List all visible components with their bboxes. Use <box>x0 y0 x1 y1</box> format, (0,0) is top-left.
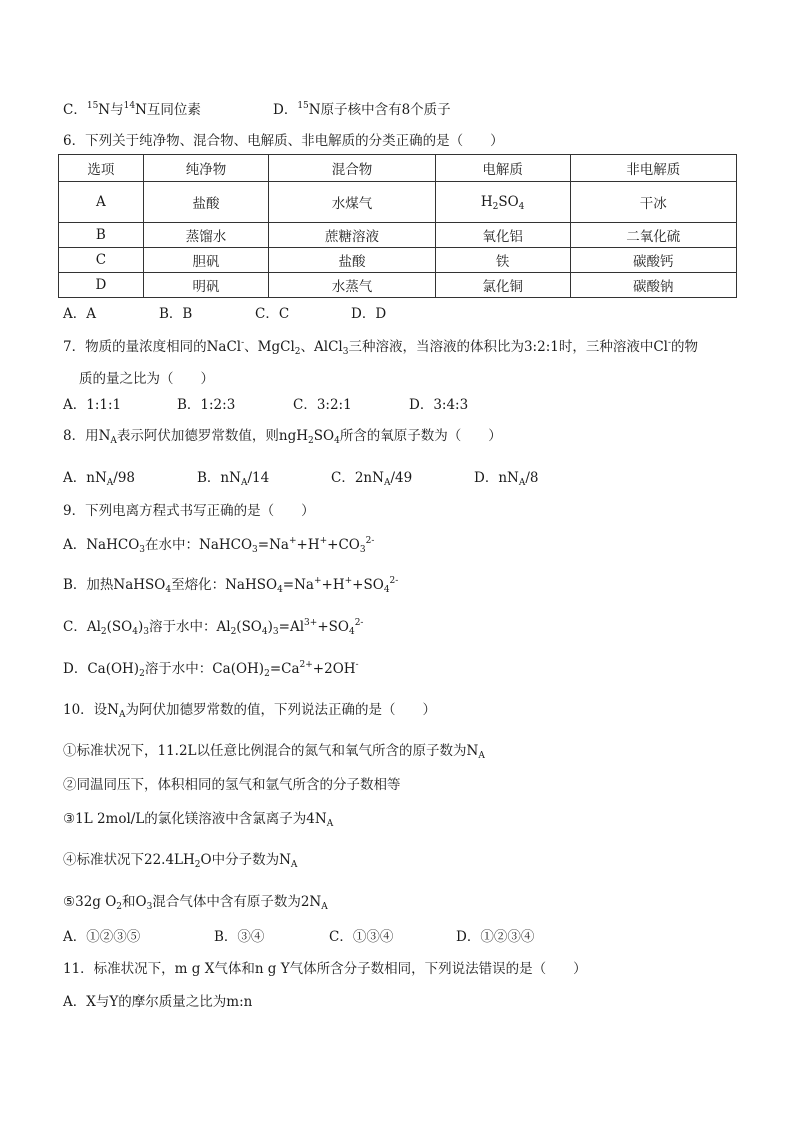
classification-table <box>58 154 737 298</box>
table-header-row <box>59 155 737 182</box>
q10-statement-2: ②同温同压下，体积相同的氢气和氩气所含的分子数相等 <box>63 777 401 793</box>
q6-answer-b[interactable]: B．B <box>159 306 193 322</box>
table-header-cell: 纯净物 <box>143 155 269 182</box>
table-cell: 二氧化硫 <box>570 223 736 248</box>
table-cell: 盐酸 <box>143 182 269 223</box>
q8-answers <box>63 469 538 487</box>
q5-options <box>63 101 451 119</box>
table-cell: 胆矾 <box>143 248 269 273</box>
q11-stem: 11．标准状况下，m g X气体和n g Y气体所含分子数相同，下列说法错误的是（ ） <box>63 961 587 977</box>
q6-answer-d[interactable]: D．D <box>351 306 387 322</box>
q5-option-d: D．$^{15}$N原子核中含有8个质子 <box>273 101 451 118</box>
q8-answer-a[interactable]: A．$nN_A/98$ <box>63 470 135 488</box>
q7-stem-line2: 质的量之比为（ ） <box>79 371 214 387</box>
q8-stem: 8．用$N_A$表示阿伏加德罗常数值，则$ngH_2SO_4$所含的氧原子数为（ ） <box>63 428 502 446</box>
table-cell: 氧化铝 <box>435 223 570 248</box>
q10-answer-c[interactable]: C．①③④ <box>329 929 394 945</box>
table-cell: 氯化铜 <box>435 273 570 298</box>
table-cell: 蒸馏水 <box>143 223 269 248</box>
q10-statement-4: ④标准状况下$22.4LH_2O$中分子数为$N_A$ <box>63 852 298 870</box>
table-cell: 铁 <box>435 248 570 273</box>
q10-answer-a[interactable]: A．①②③⑤ <box>63 929 141 945</box>
table-row <box>59 273 737 298</box>
q9-option-d[interactable]: D．$Ca(OH)_2$溶于水中：$Ca(OH)_2=Ca^{2+}+2OH^-$ <box>63 660 359 679</box>
q7-answer-a[interactable]: A．1:1:1 <box>63 397 122 413</box>
table-row <box>59 182 737 223</box>
table-header-cell: 非电解质 <box>570 155 736 182</box>
q6-answers <box>63 305 386 323</box>
q10-statement-1: ①标准状况下，11.2L以任意比例混合的氮气和氧气所含的原子数为$N_A$ <box>63 743 485 761</box>
table-cell: 水蒸气 <box>269 273 435 298</box>
table-cell: B <box>59 223 144 248</box>
table-cell: 水煤气 <box>269 182 435 223</box>
table-cell: 明矾 <box>143 273 269 298</box>
q10-stem: 10．设$N_A$为阿伏加德罗常数的值，下列说法正确的是（ ） <box>63 702 436 720</box>
table-cell: 蔗糖溶液 <box>269 223 435 248</box>
q10-answers <box>63 928 534 946</box>
q7-answers <box>63 396 468 414</box>
q7-stem: 7．物质的量浓度相同的NaCl-、MgCl$_2$、AlCl$_3$三种溶液，当溶液的体积比为3:2:1时，三种溶液中Cl-的物 <box>63 338 699 357</box>
q10-statement-3: ③1L 2mol/L的氯化镁溶液中含氯离子为$4N_A$ <box>63 811 334 829</box>
q10-statement-5: ⑤32g $O_2$和$O_3$混合气体中含有原子数为$2N_A$ <box>63 894 328 912</box>
q6-stem: 6．下列关于纯净物、混合物、电解质、非电解质的分类正确的是（ ） <box>63 133 504 149</box>
q8-answer-d[interactable]: D．$nN_A/8$ <box>474 470 539 488</box>
table-header-cell: 混合物 <box>269 155 435 182</box>
q6-answer-a[interactable]: A．A <box>63 306 96 322</box>
q7-answer-d[interactable]: D．3:4:3 <box>409 397 469 413</box>
q9-stem: 9．下列电离方程式书写正确的是（ ） <box>63 503 315 519</box>
table-header-cell: 电解质 <box>435 155 570 182</box>
table-cell: D <box>59 273 144 298</box>
q8-answer-b[interactable]: B．$nN_A/14$ <box>197 470 270 488</box>
table-row <box>59 223 737 248</box>
table-header-cell: 选项 <box>59 155 144 182</box>
q9-option-b[interactable]: B．加热NaHSO$_4$至熔化：$NaHSO_4=Na^++H^++SO_4^{2-}$ <box>63 576 399 595</box>
table-cell: 碳酸钙 <box>570 248 736 273</box>
q10-answer-b[interactable]: B．③④ <box>214 929 265 945</box>
table-cell: 盐酸 <box>269 248 435 273</box>
table-row <box>59 248 737 273</box>
q10-answer-d[interactable]: D．①②③④ <box>456 929 535 945</box>
table-cell: 碳酸钠 <box>570 273 736 298</box>
q7-answer-c[interactable]: C．3:2:1 <box>293 397 352 413</box>
q7-answer-b[interactable]: B．1:2:3 <box>177 397 236 413</box>
q11-option-a[interactable]: A．X与Y的摩尔质量之比为m:n <box>63 994 253 1010</box>
table-cell: 干冰 <box>570 182 736 223</box>
table-cell: C <box>59 248 144 273</box>
table-cell: $H_2SO_4$ <box>435 182 570 223</box>
q8-answer-c[interactable]: C．$2nN_A/49$ <box>331 470 413 488</box>
q5-option-c: C．$^{15}$N与$^{14}$N互同位素 <box>63 101 201 118</box>
q9-option-a[interactable]: A．NaHCO$_3$在水中：$NaHCO_3=Na^++H^++CO_3^{2-}$ <box>63 536 375 555</box>
q9-option-c[interactable]: C．$Al_2(SO_4)_3$溶于水中：$Al_2(SO_4)_3=Al^{3+}+SO_4^{2-}$ <box>63 618 364 637</box>
q6-answer-c[interactable]: C．C <box>255 306 290 322</box>
table-cell: A <box>59 182 144 223</box>
